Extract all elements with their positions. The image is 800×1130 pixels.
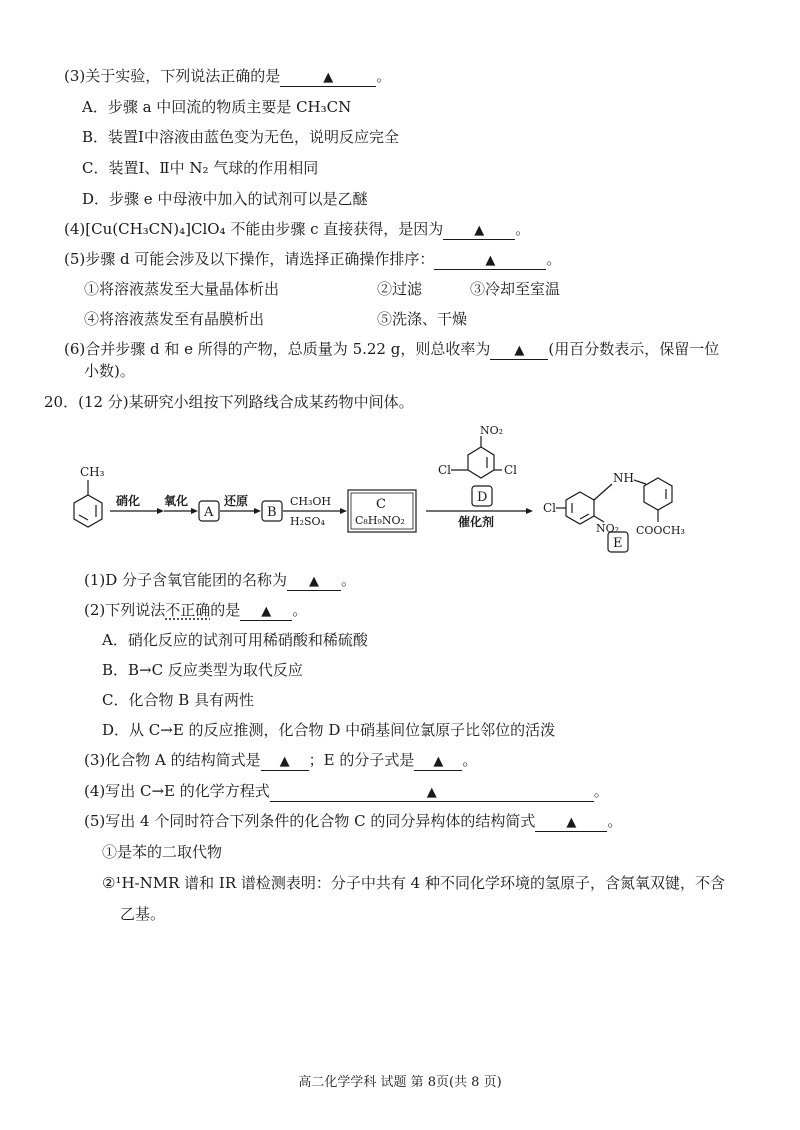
arrowhead: [526, 508, 533, 514]
d-chlorine-right: Cl: [504, 463, 518, 477]
condition-1: ①是苯的二取代物: [102, 843, 223, 861]
answer-blank[interactable]: ▲: [280, 68, 376, 87]
compound-e-label: E: [613, 536, 623, 551]
q20-part4: (4)写出 C→E 的化学方程式 ▲ 。: [84, 782, 609, 800]
q20-part1: (1)D 分子含氧官能团的名称为 ▲ 。: [84, 571, 357, 589]
option-b: B．B→C 反应类型为取代反应: [102, 661, 303, 679]
compound-b-label: B: [267, 505, 277, 520]
e-nitro-label: NO₂: [596, 522, 620, 535]
option-d: D．步骤 e 中母液中加入的试剂可以是乙醚: [82, 190, 368, 208]
reaction-scheme: [60, 422, 750, 562]
answer-blank[interactable]: ▲: [490, 341, 548, 360]
e-ester-label: COOCH₃: [636, 524, 685, 537]
operation-4: ④将溶液蒸发至有晶膜析出: [84, 310, 265, 328]
compound-d-structure: [451, 436, 502, 478]
reagent-methanol: CH₃OH: [290, 495, 332, 508]
option-c: C．装置Ⅰ、Ⅱ中 N₂ 气球的作用相同: [82, 159, 319, 177]
catalyst-label: 催化剂: [458, 515, 495, 529]
condition-2-continued: 乙基。: [120, 905, 166, 923]
e-chlorine: Cl: [543, 501, 557, 515]
answer-blank[interactable]: ▲: [434, 251, 546, 270]
answer-blank[interactable]: ▲: [443, 221, 515, 240]
option-d: D．从 C→E 的反应推测，化合物 D 中硝基间位氯原子比邻位的活泼: [102, 721, 556, 739]
answer-blank[interactable]: ▲: [261, 752, 309, 771]
answer-blank[interactable]: ▲: [287, 572, 341, 591]
reduction-label: 还原: [224, 494, 249, 508]
answer-blank[interactable]: ▲: [270, 783, 594, 802]
compound-a-label: A: [204, 505, 214, 520]
arrowhead: [157, 508, 164, 514]
q19-part6-continued: 小数)。: [84, 362, 135, 380]
operation-1: ①将溶液蒸发至大量晶体析出: [84, 280, 280, 298]
q20-part3: (3)化合物 A 的结构简式是 ▲ ；E 的分子式是 ▲ 。: [84, 751, 478, 769]
e-amine-label: NH: [613, 471, 634, 485]
answer-blank[interactable]: ▲: [414, 752, 462, 771]
reagent-sulfuric-acid: H₂SO₄: [290, 515, 325, 528]
d-chlorine-left: Cl: [438, 463, 452, 477]
arrowhead: [191, 508, 198, 514]
methyl-label: CH₃: [80, 465, 105, 479]
q20-part2: (2)下列说法不正确的是 ▲ 。: [84, 601, 308, 619]
condition-2: ②¹H-NMR 谱和 IR 谱检测表明：分子中共有 4 种不同化学环境的氢原子，含氮氧双键，不含: [102, 874, 725, 892]
d-nitro-label: NO₂: [480, 424, 504, 437]
compound-c-label: C: [376, 497, 386, 512]
arrowhead: [254, 508, 261, 514]
emphasis-not-correct: 不正确: [165, 601, 211, 619]
option-a: A．硝化反应的试剂可用稀硝酸和稀硫酸: [102, 631, 368, 649]
option-a: A．步骤 a 中回流的物质主要是 CH₃CN: [82, 98, 352, 116]
compound-d-label: D: [477, 490, 488, 505]
q19-part6: (6)合并步骤 d 和 e 所得的产物，总质量为 5.22 g，则总收率为 ▲ (用百分数表示，保留一位: [64, 340, 720, 358]
operation-3: ③冷却至室温: [470, 280, 561, 298]
nitration-label: 硝化: [116, 494, 141, 508]
page-footer: 高二化学学科 试题 第 8页(共 8 页): [298, 1075, 502, 1090]
q20-part5: (5)写出 4 个同时符合下列条件的化合物 C 的同分异构体的结构简式 ▲ 。: [84, 812, 623, 830]
oxidation-label: 氧化: [164, 494, 189, 508]
q19-part5: (5)步骤 d 可能会涉及以下操作，请选择正确操作排序： ▲ 。: [64, 250, 562, 268]
q19-part3: (3)关于实验，下列说法正确的是 ▲ 。: [64, 67, 392, 85]
arrowhead: [340, 508, 347, 514]
compound-c-formula: C₈H₉NO₂: [355, 514, 405, 527]
option-b: B．装置Ⅰ中溶液由蓝色变为无色，说明反应完全: [82, 128, 399, 146]
operation-2: ②过滤: [377, 280, 423, 298]
toluene-structure: [74, 480, 102, 527]
operation-5: ⑤洗涤、干燥: [377, 310, 468, 328]
answer-blank[interactable]: ▲: [240, 602, 292, 621]
q20-stem: 20．(12 分)某研究小组按下列路线合成某药物中间体。: [44, 393, 414, 411]
q19-part4: (4)[Cu(CH₃CN)₄]ClO₄ 不能由步骤 c 直接获得，是因为 ▲ 。: [64, 220, 531, 238]
option-c: C．化合物 B 具有两性: [102, 691, 255, 709]
answer-blank[interactable]: ▲: [535, 813, 607, 832]
